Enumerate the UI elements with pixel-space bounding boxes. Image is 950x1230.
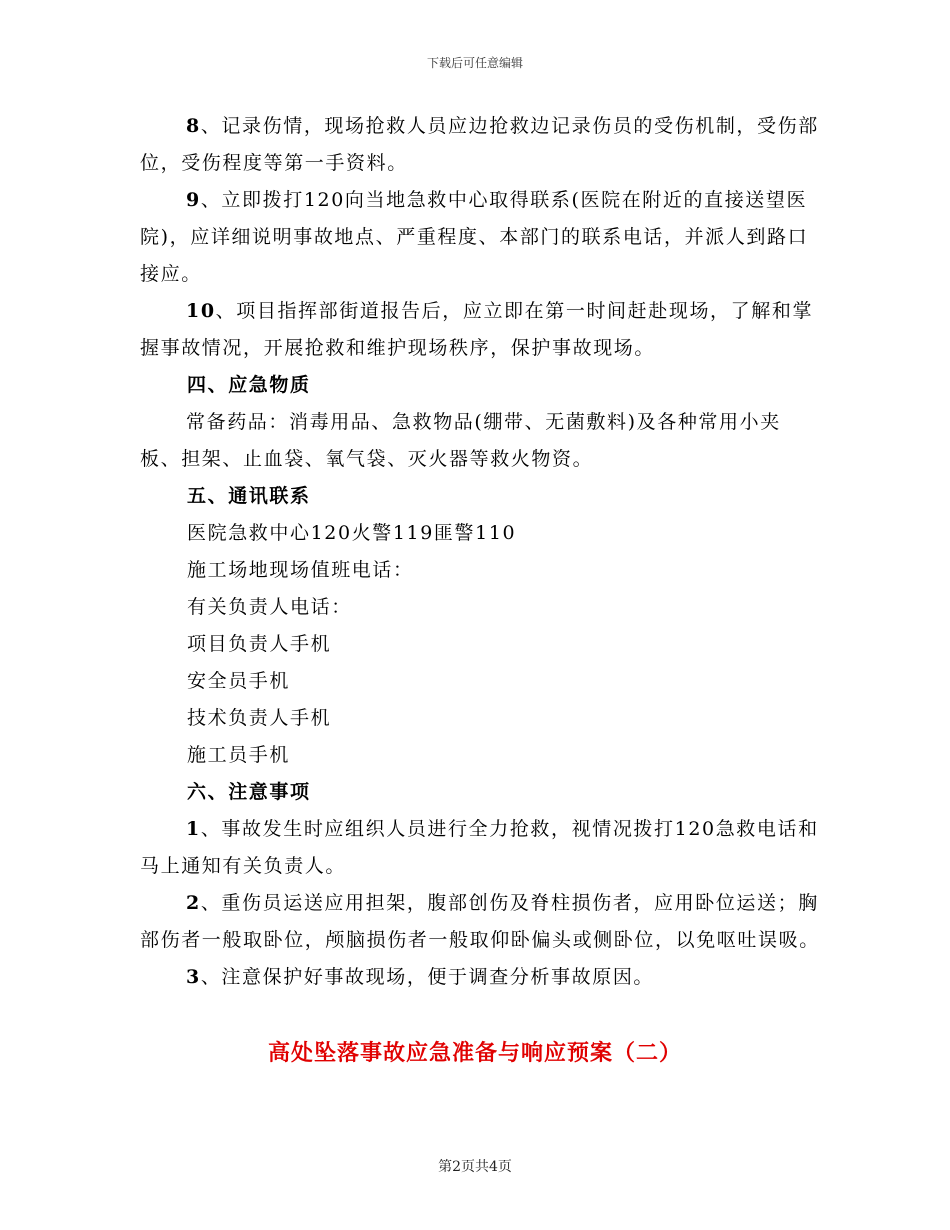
contact-line: 安全员手机 [187,670,291,692]
supplies-text: 常备药品：消毒用品、急救物品(绷带、无菌敷料)及各种常用小夹板、担架、止血袋、氧气袋、灭火器等救火物资。 [140,411,781,470]
contact-line: 项目负责人手机 [187,633,332,655]
section-heading-supplies: 四、应急物质 [187,374,311,396]
item-number: 1 [186,818,201,840]
note-item-1 [140,811,820,885]
contact-line: 施工员手机 [187,744,291,766]
item-8 [140,108,820,182]
item-9 [140,182,820,293]
item-text: 、立即拨打120向当地急救中心取得联系(医院在附近的直接送望医院)，应详细说明事故地点、严重程度、本部门的联系电话，并派人到路口接应。 [140,189,809,285]
section-heading-notes: 六、注意事项 [187,781,311,803]
page-footer-number: 第2页共4页 [438,1159,512,1175]
page-header-note: 下载后可任意编辑 [426,56,523,70]
item-text: 、项目指挥部街道报告后，应立即在第一时间赶赴现场，了解和掌握事故情况，开展抢救和维护现场秩序，保护事故现场。 [140,300,814,359]
next-document-title: 高处坠落事故应急准备与响应预案（二） [267,1040,682,1066]
item-number: 10 [186,300,216,322]
item-10 [140,293,820,367]
section-heading-contacts: 五、通讯联系 [187,485,311,507]
note-item-2 [140,885,820,959]
contact-line: 技术负责人手机 [187,707,332,729]
item-text: 、重伤员运送应用担架，腹部创伤及脊柱损伤者，应用卧位运送；胸部伤者一般取卧位，颅脑损伤者一般取仰卧偏头或侧卧位，以免呕吐误吸。 [140,892,820,951]
document-body [140,108,820,996]
contact-line: 医院急救中心120火警119匪警110 [187,522,517,544]
note-item-3 [140,959,820,996]
item-number: 2 [186,892,201,914]
item-text: 、注意保护好事故现场，便于调查分析事故原因。 [200,966,655,988]
item-text: 、事故发生时应组织人员进行全力抢救，视情况拨打120急救电话和马上通知有关负责人。 [140,818,819,877]
contact-line: 施工场地现场值班电话： [187,559,414,581]
item-number: 8 [186,115,201,137]
contact-line: 有关负责人电话： [187,596,352,618]
item-number: 9 [186,189,201,211]
item-text: 、记录伤情，现场抢救人员应边抢救边记录伤员的受伤机制，受伤部位，受伤程度等第一手资料。 [140,115,819,174]
item-number: 3 [186,966,201,988]
